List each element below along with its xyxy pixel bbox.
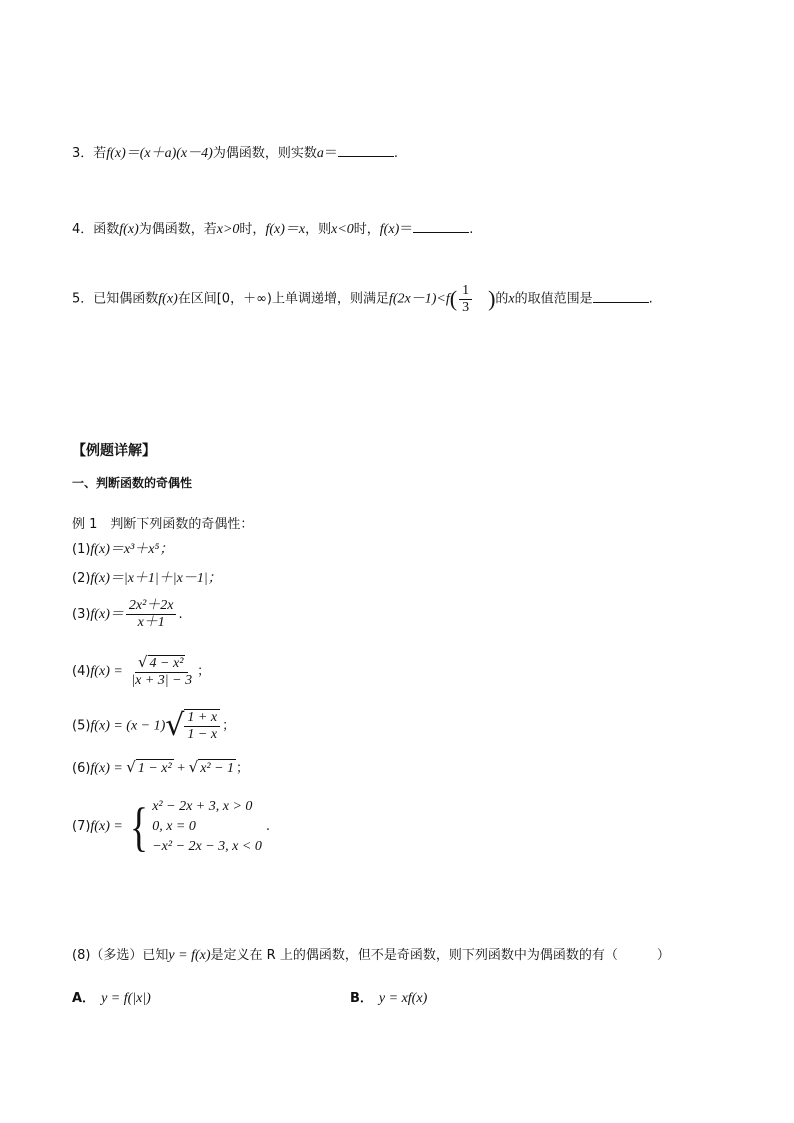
sqrt-sign: √ [137,653,148,671]
option-a: A． y = f(|x|) [72,991,151,1006]
fraction: $\frac{\text{√ 4 − x²}}{|x + 3| - 3}$ [131,653,193,688]
item-7: (7)f(x) = { x² − 2x + 3, x > 0 0, x = 0 −x² − 2x − 3, x < 0 . [72,796,270,857]
fraction: $\frac{\text{2x²＋2x}}{x+1}$ [126,598,177,631]
piecewise-cases: x² − 2x + 3, x > 0 0, x = 0 −x² − 2x − 3, x < 0 [152,798,262,854]
problem-number: 3． [72,146,94,161]
problem-number: 4． [72,222,94,237]
problem-5: 5．已知偶函数f(x)在区间[0，＋∞)上单调递增，则满足f(2x－1)<f( $\frac{1}{3}$ )的x的取值范围是 . [72,282,653,315]
item-1: (1)f(x)＝x³＋x⁵； [72,542,174,557]
example-intro: 例 1 判断下列函数的奇偶性： [72,517,254,532]
fraction: $\frac{1}{3}$ [459,283,472,316]
section-title: 【例题详解】 [72,443,156,459]
math-expression: f(2x－1)<f [388,291,450,307]
option-b: B． y = xf(x) [350,991,428,1006]
item-4: (4)f(x) = $\frac{\text{√ 4 − x²}}{|x + 3| - 3}$ ； [72,653,211,688]
answer-blank [338,144,394,157]
answer-blank [593,290,649,303]
sqrt-sign: √ [188,758,199,776]
section-subtitle: 一、判断函数的奇偶性 [72,476,193,490]
sqrt-sign: √ [126,758,136,776]
math-expression: f(x)＝(x＋a)(x－4) [106,146,213,161]
sqrt-sign: √ [165,708,185,743]
problem-4: 4．函数f(x)为偶函数，若x>0时，f(x)＝x，则x<0时，f(x)＝ . [72,222,474,237]
item-6: (6)f(x) = √ 1 − x² + √ x² − 1 ； [72,758,250,776]
answer-blank [413,220,469,233]
question-8: (8)（多选）已知y = f(x)是定义在 R 上的偶函数，但不是奇函数，则下列函数中为偶函数的有（ ） [72,948,670,963]
problem-number: 5． [72,291,94,307]
item-5: (5)f(x) = (x − 1)√ $\frac{1 + x}{1 - x}$ ； [72,708,236,743]
left-brace: { [130,796,149,857]
problem-3: 3．若f(x)＝(x＋a)(x－4)为偶函数，则实数a＝ . [72,146,398,161]
item-2: (2)f(x)＝|x＋1|＋|x－1|； [72,571,222,586]
item-3: (3)f(x)＝ $\frac{\text{2x²＋2x}}{x+1}$ . [72,598,183,630]
fraction: $\frac{1 + x}{1 - x}$ [184,709,220,743]
